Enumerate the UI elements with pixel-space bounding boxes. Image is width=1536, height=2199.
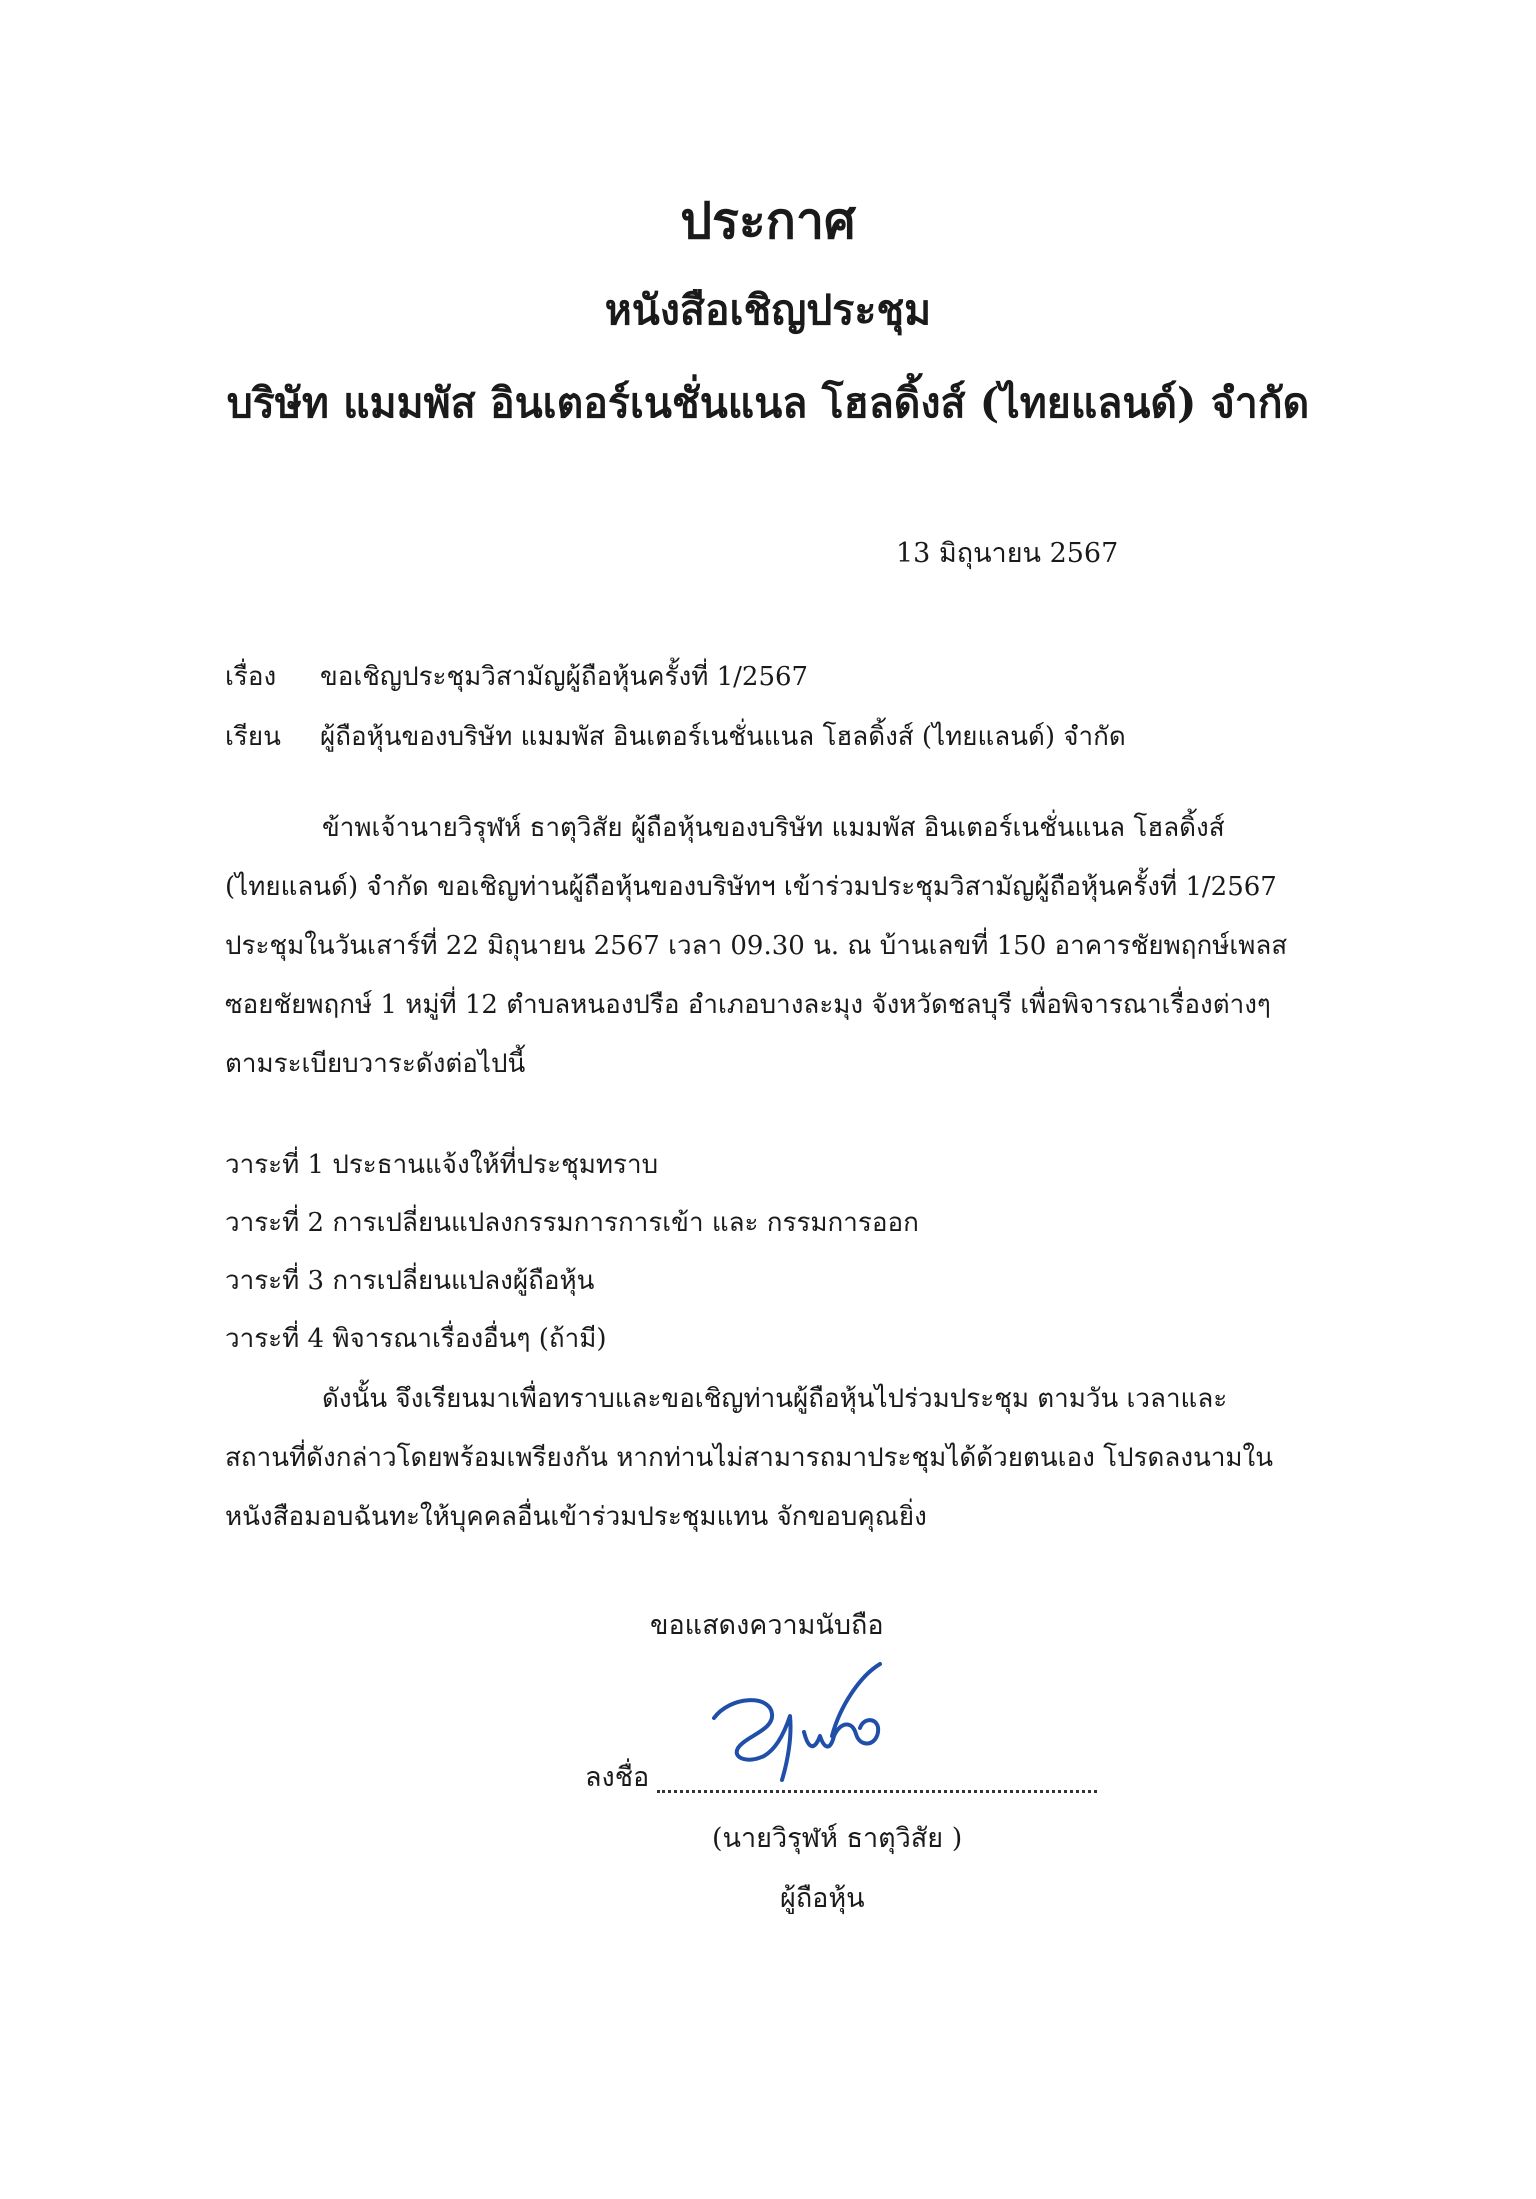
signatory-name: (นายวิรุฬห์ ธาตุวิสัย ) [712, 1823, 963, 1854]
body-line-1: ข้าพเจ้านายวิรุฬห์ ธาตุวิสัย ผู้ถือหุ้นของบริษัท แมมพัส อินเตอร์เนชั่นแนล โฮลดิ้งส์ [322, 813, 1225, 843]
signatory-role: ผู้ถือหุ้น [780, 1883, 865, 1914]
conclusion-line-1: ดังนั้น จึงเรียนมาเพื่อทราบและขอเชิญท่านผู้ถือหุ้นไปร่วมประชุม ตามวัน เวลาและ [322, 1384, 1228, 1414]
invitation-subtitle: หนังสือเชิญประชุม [604, 286, 932, 334]
signature-icon [700, 1656, 900, 1786]
recipient-label: เรียน [225, 722, 281, 752]
body-line-2: (ไทยแลนด์) จำกัด ขอเชิญท่านผู้ถือหุ้นของบริษัทฯ เข้าร่วมประชุมวิสามัญผู้ถือหุ้นครั้งที่ 1/2567 [225, 872, 1277, 902]
subject-label: เรื่อง [225, 662, 277, 692]
document-date: 13 มิถุนายน 2567 [896, 538, 1119, 569]
subject-value: ขอเชิญประชุมวิสามัญผู้ถือหุ้นครั้งที่ 1/2567 [320, 662, 809, 692]
agenda-item-3: วาระที่ 3 การเปลี่ยนแปลงผู้ถือหุ้น [225, 1266, 595, 1296]
conclusion-line-3: หนังสือมอบฉันทะให้บุคคลอื่นเข้าร่วมประชุมแทน จักขอบคุณยิ่ง [225, 1502, 927, 1532]
agenda-item-4: วาระที่ 4 พิจารณาเรื่องอื่นๆ (ถ้ามี) [225, 1324, 607, 1354]
body-line-4: ซอยชัยพฤกษ์ 1 หมู่ที่ 12 ตำบลหนองปรือ อำเภอบางละมุง จังหวัดชลบุรี เพื่อพิจารณาเรื่องต่างๆ [225, 990, 1271, 1020]
body-line-5: ตามระเบียบวาระดังต่อไปนี้ [225, 1049, 526, 1079]
announcement-title: ประกาศ [680, 191, 856, 250]
agenda-item-1: วาระที่ 1 ประธานแจ้งให้ที่ประชุมทราบ [225, 1150, 659, 1180]
conclusion-line-2: สถานที่ดังกล่าวโดยพร้อมเพรียงกัน หากท่านไม่สามารถมาประชุมได้ด้วยตนเอง โปรดลงนามใน [225, 1443, 1274, 1473]
closing-phrase: ขอแสดงความนับถือ [650, 1610, 884, 1641]
agenda-item-2: วาระที่ 2 การเปลี่ยนแปลงกรรมการการเข้า และ กรรมการออก [225, 1208, 919, 1238]
recipient-value: ผู้ถือหุ้นของบริษัท แมมพัส อินเตอร์เนชั่นแนล โฮลดิ้งส์ (ไทยแลนด์) จำกัด [320, 722, 1126, 752]
body-line-3: ประชุมในวันเสาร์ที่ 22 มิถุนายน 2567 เวลา 09.30 น. ณ บ้านเลขที่ 150 อาคารชัยพฤกษ์เพลส [225, 931, 1288, 961]
sign-label: ลงชื่อ [585, 1762, 650, 1793]
signature-line [657, 1790, 1097, 1793]
company-name: บริษัท แมมพัส อินเตอร์เนชั่นแนล โฮลดิ้งส์ (ไทยแลนด์) จำกัด [226, 379, 1310, 427]
